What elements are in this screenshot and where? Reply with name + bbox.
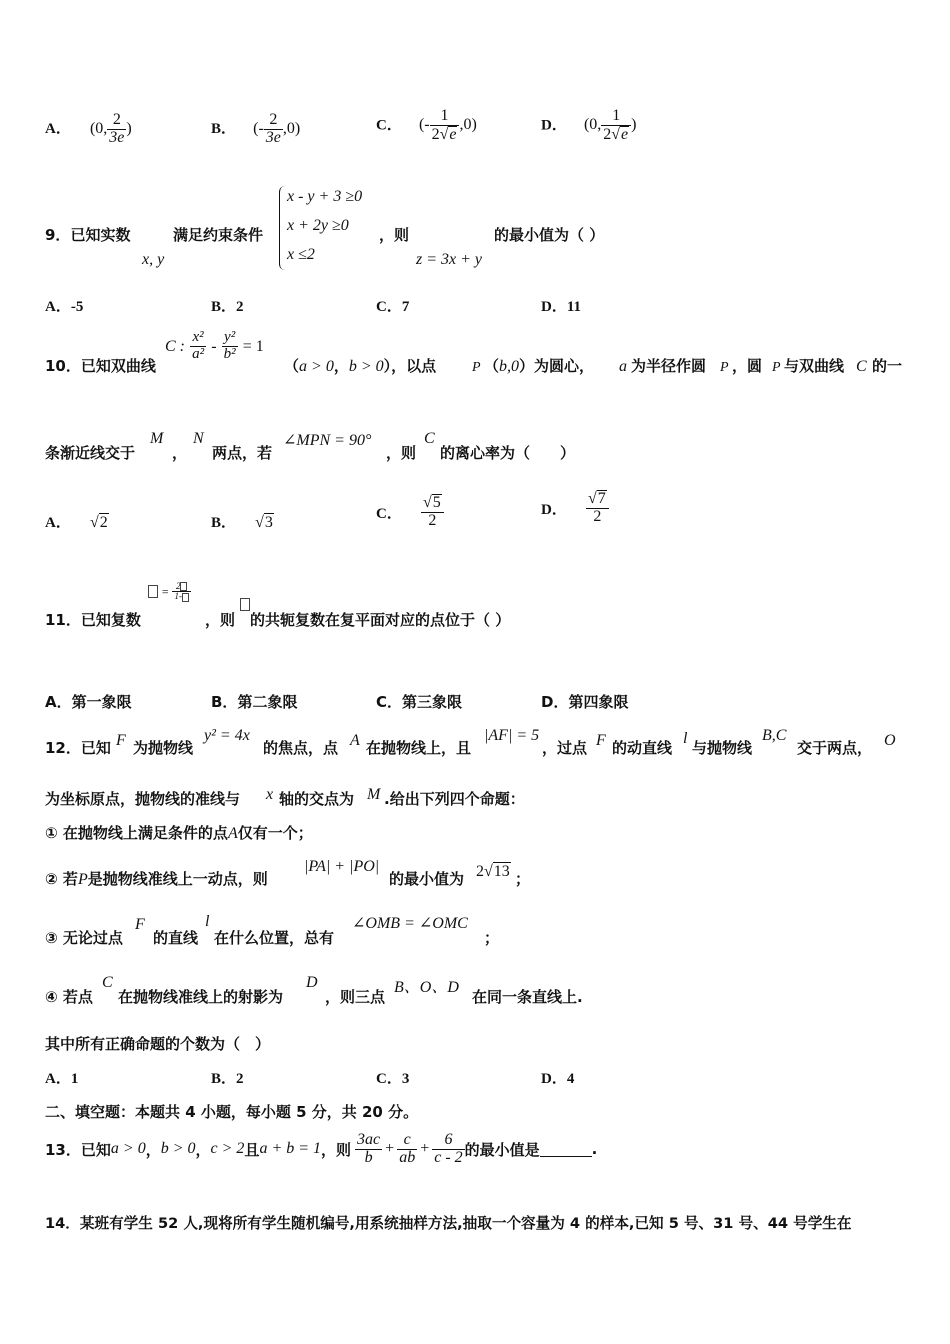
q11-z-glyph	[240, 594, 250, 613]
fraction: $\frac{2}{3e}$	[109, 111, 125, 146]
q12-p4-text-2: 在抛物线准线上的射影为	[118, 988, 284, 1006]
q9-option-c: C．7	[376, 299, 410, 315]
q9-option-d: D．11	[541, 299, 582, 315]
q11-number-and-text: 11．已知复数	[45, 611, 141, 629]
option-math: (0, $\frac{1}{2√e}$ )	[583, 107, 637, 143]
q12-parabola: y² = 4x	[204, 727, 250, 744]
q10-option-b: B． √3	[211, 514, 273, 531]
q9-option-b: B．2	[211, 299, 244, 315]
q12-p2-expr: |PA| + |PO|	[304, 858, 380, 875]
q12-number-and-text: 12．已知	[45, 739, 111, 757]
q9-constraint-3: x ≤2	[287, 246, 315, 263]
q10-center: （b,0）为圆心，	[484, 357, 595, 375]
q12-p3-text-2: 的直线	[153, 929, 199, 947]
section-heading: 二、填空题：本题共 4 小题，每小题 5 分，共 20 分。	[45, 1103, 419, 1121]
q12-p4-points: B、O、D	[394, 979, 459, 996]
q12-text-5: ，过点	[542, 739, 588, 757]
fraction: $\frac{c}{ab}$	[399, 1130, 416, 1166]
q12-a: A	[350, 732, 360, 749]
q12-x: x	[266, 786, 274, 803]
q12-text-7: 与抛物线	[692, 739, 753, 757]
q12-p2-end: ；	[515, 870, 531, 888]
q12-f-2: F	[596, 732, 606, 749]
answer-blank[interactable]	[540, 1142, 592, 1157]
q9-vars: x, y	[142, 251, 165, 268]
q9-option-a: A．-5	[45, 299, 84, 315]
q12-option-b: B．2	[211, 1071, 244, 1087]
q8-option-c	[376, 108, 477, 144]
q12-p3-l: l	[205, 913, 210, 930]
q12-p4-text-3: ，则三点	[325, 988, 386, 1006]
q12-text-2: 为抛物线	[133, 739, 194, 757]
q9-constraint-1: x - y + 3 ≥0	[287, 188, 363, 205]
fraction: $\frac{2}{3e}$	[265, 111, 281, 146]
q12-p4-d: D	[306, 974, 318, 991]
q12-p3-f: F	[135, 916, 145, 933]
q10-option-c: C． $\frac{√5}{2}$	[376, 494, 444, 530]
q12-proposition-2: ② 若P是抛物线准线上一动点，则	[45, 870, 268, 888]
q12-f: F	[116, 732, 126, 749]
q8-option-d	[541, 108, 636, 144]
q12-m: M	[367, 786, 381, 803]
q12-proposition-4: ④ 若点	[45, 988, 93, 1006]
q10-c-2: C	[424, 430, 435, 447]
q10-p3: P	[772, 360, 781, 375]
q10-text-7: 的一	[872, 357, 903, 375]
fraction: $\frac{1}{2√e}$	[430, 108, 460, 144]
q12-p4-c: C	[102, 974, 113, 991]
q12-p3-text-3: 在什么位置，总有	[214, 929, 335, 947]
q9-constraint-2: x + 2y ≥0	[287, 217, 349, 234]
q11-option-d: D．第四象限	[541, 693, 629, 711]
option-label: C．	[376, 117, 402, 134]
fraction: $\frac{1}{2√e}$	[601, 108, 631, 144]
placeholder-glyph-icon	[240, 598, 250, 611]
q9-text-3: ，则	[379, 226, 410, 244]
fraction: $\frac{2}{1-}$	[172, 582, 191, 602]
q8-option-b	[211, 112, 300, 147]
option-label: A．	[45, 120, 71, 137]
q10-p1: P	[472, 360, 481, 375]
option-label: B．	[211, 120, 237, 137]
q12-option-c: C．3	[376, 1071, 410, 1087]
q12-p3-end: ；	[484, 929, 500, 947]
fraction: $\frac{\text{x²}}{\text{a²}}$	[192, 329, 205, 362]
q11-text-3: 的共轭复数在复平面对应的点位于（ ）	[250, 611, 511, 629]
q10-text-5: ，圆	[732, 357, 763, 375]
fraction: $\frac{\text{y²}}{\text{b²}}$	[223, 329, 236, 362]
q14-text: 14．某班有学生 52 人,现将所有学生随机编号,用系统抽样方法,抽取一个容量为 4 的样本,已知 5 号、31 号、44 号学生在	[45, 1215, 852, 1232]
fraction: $\frac{√5}{2}$	[421, 494, 444, 530]
q10-option-d: D． $\frac{√7}{2}$	[541, 490, 609, 526]
q12-line2-text: 为坐标原点，抛物线的准线与	[45, 790, 241, 808]
q10-line2-text-3: ，则	[386, 444, 417, 462]
option-math: (0, $\frac{2}{3e}$ )	[89, 111, 132, 146]
q10-hyperbola-equation: C : $\frac{\text{x²}}{\text{a²}}$ - $\frac{\text{y²}}{\text{b²}}$ = 1	[165, 329, 264, 362]
q10-line2-text: 条渐近线交于	[45, 444, 136, 462]
q8-option-a	[45, 112, 132, 147]
q12-o: O	[884, 732, 896, 749]
fraction: $\frac{√7}{2}$	[586, 490, 609, 526]
q11-complex-def: = $\frac{2}{1-}$	[148, 582, 191, 602]
q12-p4-text-4: 在同一条直线上.	[472, 988, 583, 1006]
q10-line2-text-4: 的离心率为（ ）	[440, 444, 576, 462]
q10-p2: P	[720, 360, 729, 375]
option-math: (- $\frac{1}{2√e}$ ,0)	[418, 107, 477, 143]
q13: 13． 已知 a > 0 ， b > 0 ， c > 2 且 a + b = 1 ，则 $\frac{3ac}{b}$ + $\frac{c}{ab}$ + $\frac{6}{c - 2}$ 的最小值是 .	[45, 1130, 598, 1166]
q12-text-8: 交于两点，	[797, 739, 873, 757]
q10-a: a	[619, 358, 627, 375]
q12-option-d: D．4	[541, 1071, 575, 1087]
q12-question: 其中所有正确命题的个数为（ ）	[45, 1035, 271, 1053]
placeholder-glyph-icon	[148, 585, 158, 598]
q10-angle: ∠MPN = 90°	[283, 432, 372, 449]
q10-text-6: 与双曲线	[784, 357, 845, 375]
q10-line2-text-2: 两点，若	[212, 444, 273, 462]
placeholder-glyph-icon	[180, 582, 187, 591]
q11-option-a: A．第一象限	[45, 693, 132, 711]
placeholder-glyph-icon	[182, 593, 189, 602]
q12-option-a: A．1	[45, 1071, 79, 1087]
q10-m: M	[150, 430, 164, 447]
q9-text-2: 满足约束条件	[173, 226, 264, 244]
q10-c: C	[856, 358, 867, 375]
option-label: D．	[541, 117, 567, 134]
q10-option-a: A． √2	[45, 514, 108, 531]
q12-p2-text-3: 的最小值为	[389, 870, 465, 888]
fraction: $\frac{3ac}{b}$	[357, 1130, 381, 1166]
q11-option-c: C．第三象限	[376, 693, 463, 711]
q11-option-b: B．第二象限	[211, 693, 298, 711]
q12-text-6: 的动直线	[612, 739, 673, 757]
q12-text-4: 在抛物线上，且	[366, 739, 472, 757]
q12-line2-text-3: .给出下列四个命题：	[384, 790, 525, 808]
q10-text-4: 为半径作圆	[631, 357, 707, 375]
q10-sep: ，	[172, 444, 188, 462]
q9-objective: z = 3x + y	[416, 251, 483, 268]
q12-af: |AF| = 5	[484, 727, 540, 744]
q12-p2-value: 2√13	[476, 863, 510, 880]
q12-l: l	[683, 730, 688, 747]
q9-text-4: 的最小值为（ ）	[494, 226, 605, 244]
q9-number-and-text: 9．已知实数	[45, 226, 131, 244]
q12-text-3: 的焦点，点	[263, 739, 339, 757]
q12-p3-expr: ∠OMB = ∠OMC	[352, 915, 468, 932]
q10-line1-rest: （a > 0，b > 0），以点	[284, 357, 437, 375]
q12-proposition-1: ① 在抛物线上满足条件的点A仅有一个；	[45, 824, 313, 842]
q12-line2-text-2: 轴的交点为	[279, 790, 355, 808]
q10-number-and-text: 10．已知双曲线	[45, 357, 156, 375]
q12-bc: B,C	[762, 727, 787, 744]
q12-proposition-3: ③ 无论过点	[45, 929, 123, 947]
q10-n: N	[193, 430, 204, 447]
option-math: (- $\frac{2}{3e}$ ,0)	[253, 111, 301, 146]
q11-text-2: ，则	[205, 611, 236, 629]
fraction: $\frac{6}{c - 2}$	[434, 1130, 463, 1166]
